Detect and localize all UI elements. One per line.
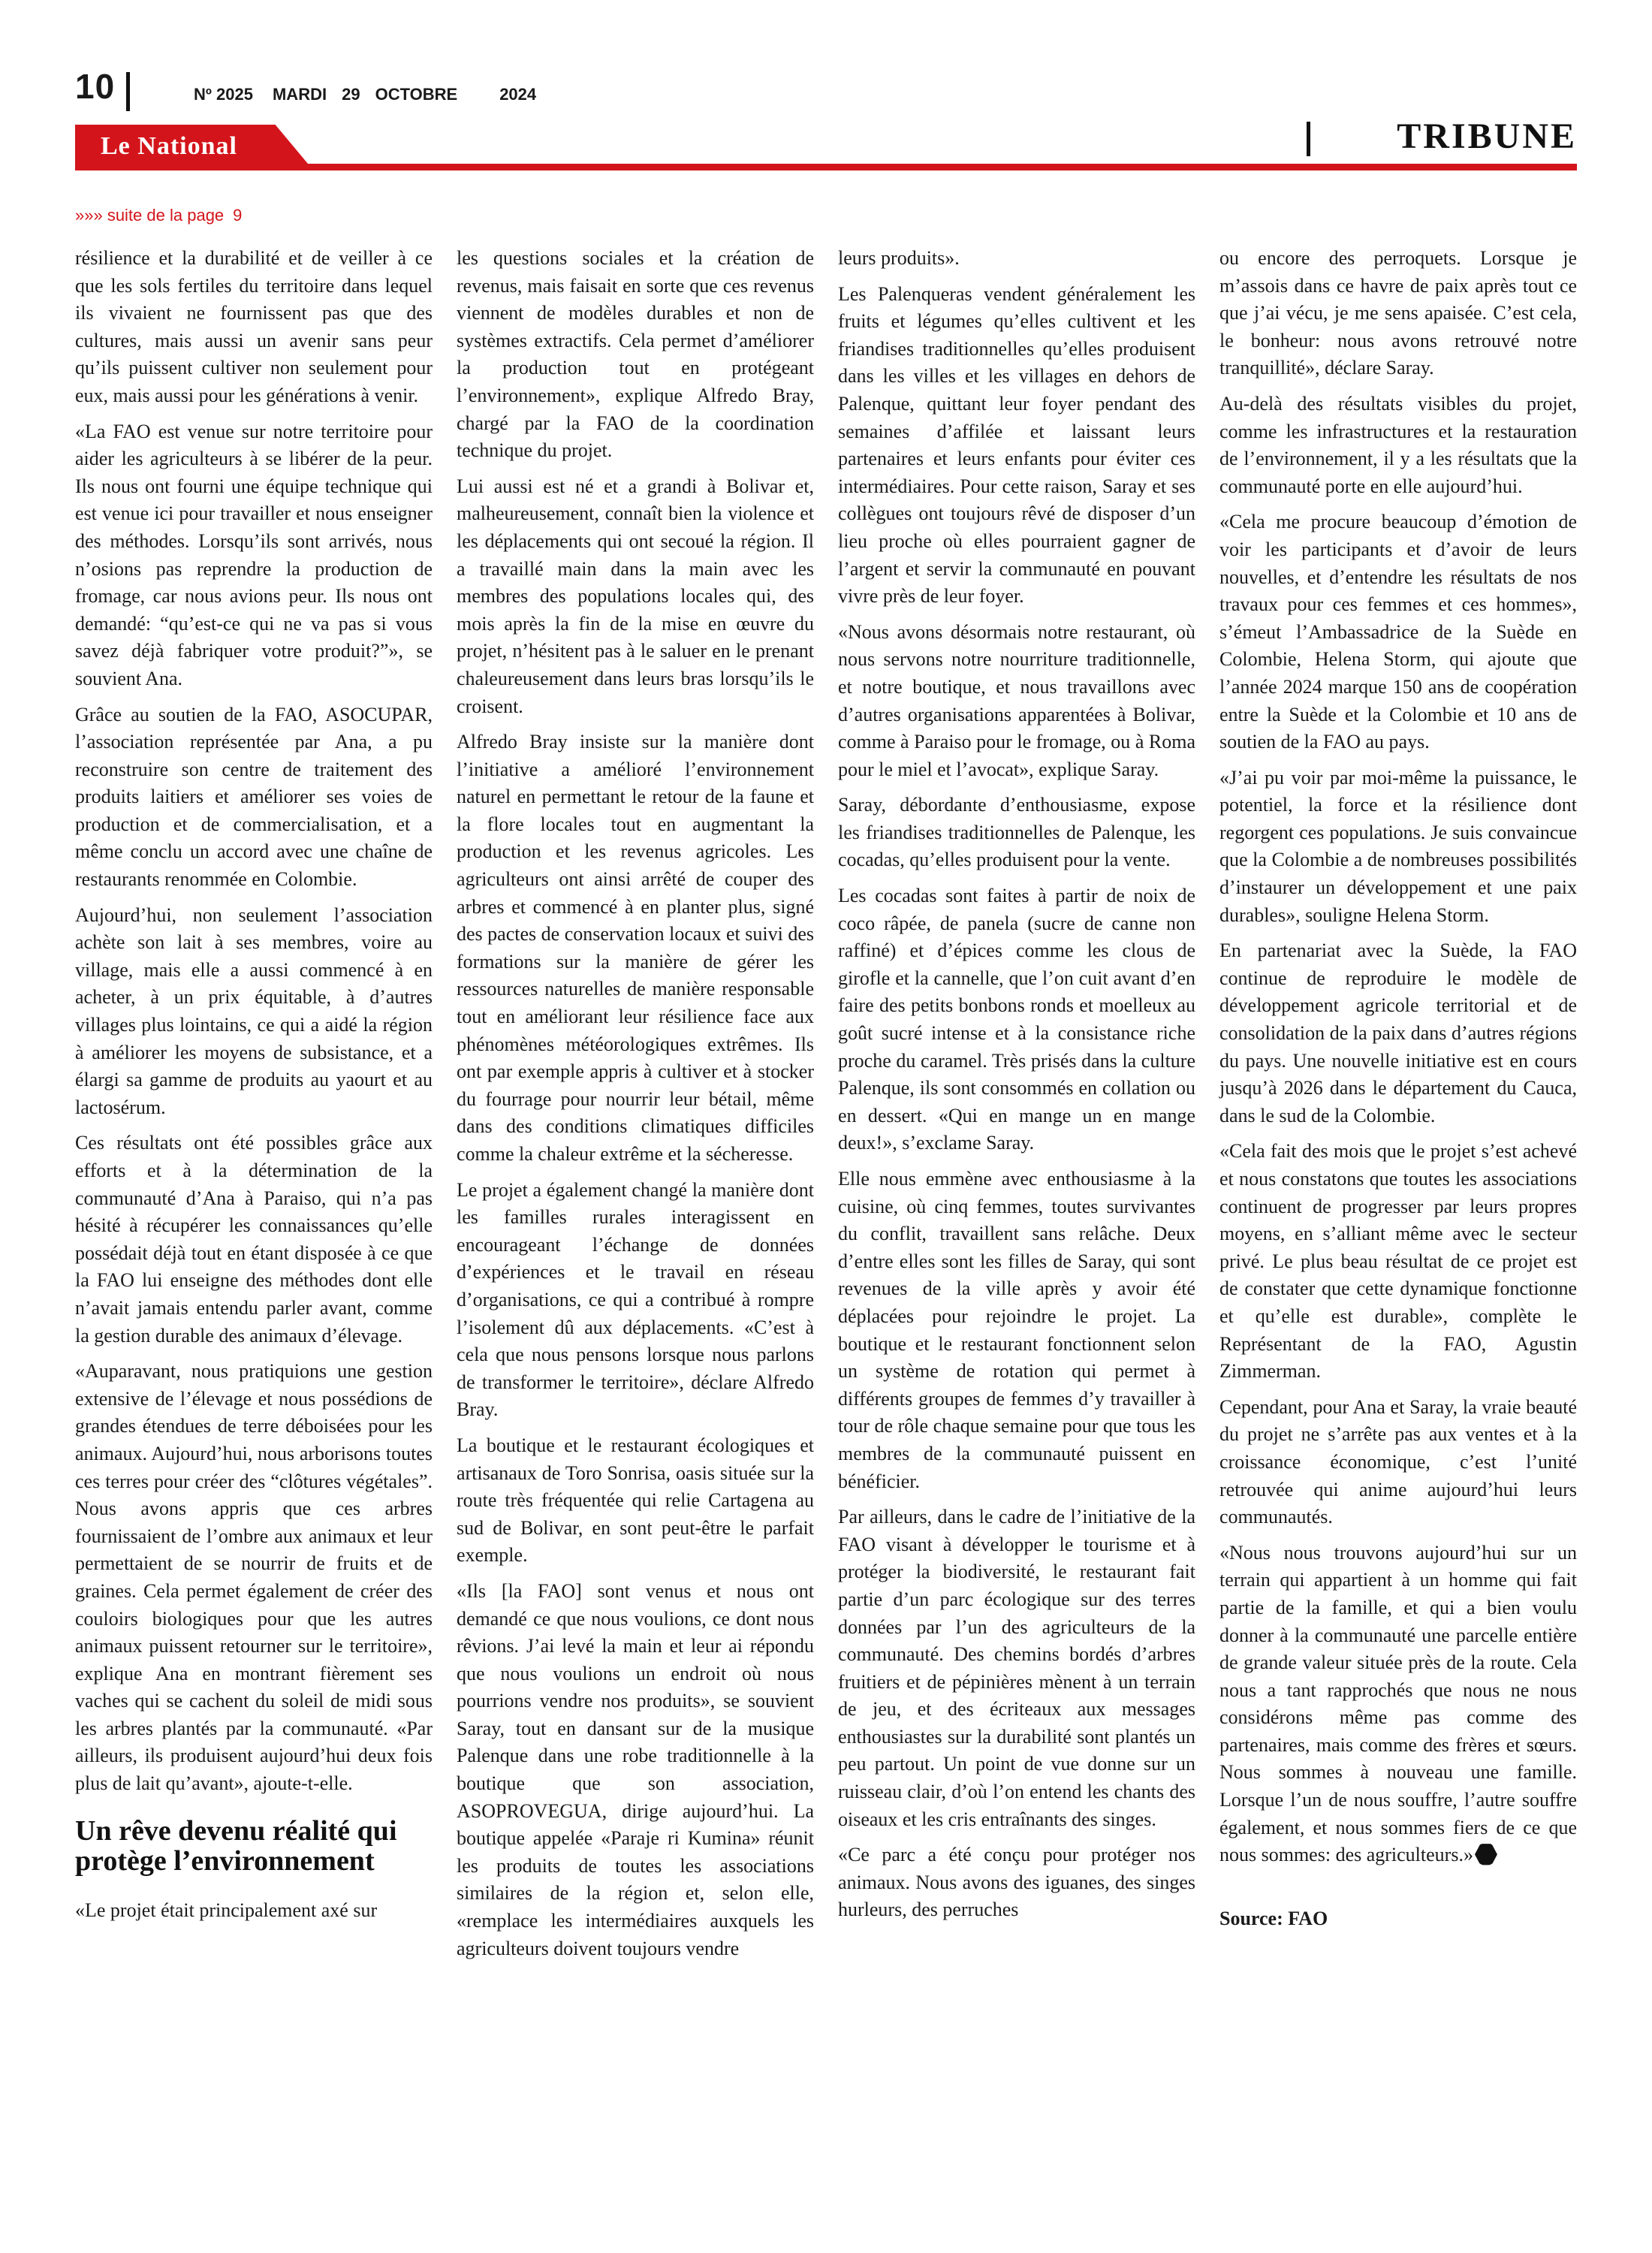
section-divider — [1307, 122, 1310, 156]
paragraph: «Nous avons désormais notre restaurant, où nous servons notre nourriture traditionnelle, et notre boutique, et nous travaillons avec d’autres organisations apparentées à Bolivar, comme à Paraiso pour le fromage, ou à Roma pour le miel et l’avocat», explique Saray. — [838, 620, 1195, 780]
issue-month: OCTOBRE — [375, 85, 458, 104]
paragraph: Au-delà des résultats visibles du projet, comme les infrastructures et la restauration de l’environnement, il y a les résultats que la communauté porte en elle aujourd’hui. — [1219, 392, 1577, 497]
paragraph: résilience et la durabilité et de veiller à ce que les sols fertiles du territoire dans lequel ils vivaient ne fournissent pas que des cultures, mais aussi un avenir sans peur qu’ils puissent cultiver non seulement pour eux, mais aussi pour les générations à venir. — [75, 247, 433, 406]
paragraph: ou encore des perroquets. Lorsque je m’assois dans ce havre de paix après tout ce que j’ai vécu, je me sens apaisée. C’est cela, le bonheur: nous avons retrouvé notre tranquillité», déclare Saray. — [1219, 247, 1577, 379]
paragraph: les questions sociales et la création de revenus, mais faisait en sorte que ces revenus viennent de modèles durables et non de systèmes extractifs. Cela permet d’améliorer la production tout en protégeant l’environnement», explique Alfredo Bray, chargé par la FAO de la coordination technique du projet. — [457, 247, 814, 462]
end-of-article-icon — [1475, 1843, 1497, 1865]
paragraph: Grâce au soutien de la FAO, ASOCUPAR, l’association représentée par Ana, a pu reconstruire son centre de traitement des produits laitiers et améliorer ses voies de production et de commercialisation, et a même conclu un accord avec une chaîne de restaurants renommée en Colombie. — [75, 703, 433, 891]
subheadline: Un rêve devenu réalité qui protège l’environnement — [75, 1814, 397, 1877]
article-column-4 — [1219, 245, 1577, 1932]
paragraph: «La FAO est venue sur notre territoire pour aider les agriculteurs à se libérer de la peur. Ils nous ont fourni une équipe technique qui est venue ici pour travailler et nous enseigner des méthodes. Lorsqu’ils sont arrivés, nous n’osions pas reprendre la production de fromage, car nous avions peur. Ils nous ont demandé: “qu’est-ce qui ne va pas si vous savez déjà fabriquer votre produit?”», se souvient Ana. — [75, 420, 433, 689]
issue-day: 29 — [342, 85, 360, 104]
continued-from — [75, 206, 242, 225]
issue-year: 2024 — [499, 85, 537, 104]
issue-meta — [194, 86, 536, 104]
final-paragraph-text: «Nous nous trouvons aujourd’hui sur un terrain qui appartient à un homme qui fait partie de la famille, et qui a bien voulu donner à la communauté une parcelle entière de grande valeur située près de la route. Cela nous a tant rapprochés que nous ne nous considérons même pas comme des partenaires, mais comme des frères et sœurs. Nous sommes à nouveau une famille. Lorsque l’un de nous souffre, l’autre souffre également, et nous sommes fiers de ce que nous sommes: des agriculteurs.» — [1219, 1541, 1577, 1866]
page-number: 10 — [75, 67, 116, 106]
paragraph: Ces résultats ont été possibles grâce aux efforts et à la détermination de la communauté d’Ana à Paraiso, qui n’a pas hésité à récupérer les connaissances qu’elle possédait déjà tout en étant disposée à ce que la FAO lui enseigne des méthodes dont elle n’avait jamais entendu parler avant, comme la gestion durable des animaux d’élevage. — [75, 1132, 433, 1347]
header-rule — [75, 164, 1577, 170]
paragraph: Les Palenqueras vendent généralement les fruits et légumes qu’elles cultivent et les friandises traditionnelles qu’elles produisent dans les villes et les villages en dehors de Palenque, quittant leur foyer pendant des semaines d’affilée et laissant leurs partenaires et leurs enfants pour éviter ces intermédiaires. Pour cette raison, Saray et ses collègues ont toujours rêvé de disposer d’un lieu proche où elles pourraient gagner de l’argent et servir la communauté en pouvant vivre près de leur foyer. — [838, 282, 1195, 608]
paragraph: Les cocadas sont faites à partir de noix de coco râpée, de panela (sucre de canne non raffiné) et d’épices comme les clous de girofle et la cannelle, que l’on cuit avant d’en faire des petits bonbons ronds et moelleux au goût sucré intense et à la consistance riche proche du caramel. Très prisés dans la culture Palenque, ils sont consommés en collation ou en dessert. «Qui en mange un en mange deux!», s’exclame Saray. — [838, 885, 1195, 1154]
paragraph: «Le projet était principalement axé sur — [75, 1899, 378, 1921]
continued-label: »»» suite de la page — [75, 206, 225, 225]
paragraph: leurs produits». — [838, 247, 960, 269]
page-number-divider — [126, 72, 130, 111]
paragraph: «J’ai pu voir par moi-même la puissance, le potentiel, la force et la résilience dont regorgent ces populations. Je suis convaincue que la Colombie a de nombreuses possibilités d’instaurer un développement et une paix durables», souligne Helena Storm. — [1219, 766, 1577, 926]
paragraph: Elle nous emmène avec enthousiasme à la cuisine, où cinq femmes, toutes survivantes du conflit, travaillent sans relâche. Deux d’entre elles sont les filles de Saray, qui sont revenues de la ville après y avoir été déplacées pour rejoindre le projet. La boutique et le restaurant fonctionnent selon un système de rotation qui permet à différents groupes de femmes d’y travailler à tour de rôle chaque semaine pour que tous les membres de la communauté puissent en bénéficier. — [838, 1168, 1195, 1492]
brand-logo: Le National — [101, 132, 237, 160]
paragraph: Cependant, pour Ana et Saray, la vraie beauté du projet ne s’arrête pas aux ventes et à la croissance économique, c’est l’unité retrouvée qui anime aujourd’hui leurs communautés. — [1219, 1395, 1577, 1528]
article-column-2 — [457, 245, 814, 1971]
paragraph: «Ce parc a été conçu pour protéger nos animaux. Nous avons des iguanes, des singes hurleurs, des perruches — [838, 1844, 1195, 1921]
paragraph: «Cela fait des mois que le projet s’est achevé et nous constatons que toutes les associations continuent de progresser par leurs propres moyens, en s’alliant même avec le secteur privé. Le plus beau résultat de ce projet est de constater que cette dynamique fonctionne et qu’elle est durable», complète le Représentant de la FAO, Agustin Zimmerman. — [1219, 1140, 1577, 1383]
issue-date — [273, 86, 457, 104]
article-column-1 — [75, 245, 433, 1932]
paragraph: «Auparavant, nous pratiquions une gestion extensive de l’élevage et nous possédions de grandes étendues de terre déboisées pour les animaux. Aujourd’hui, nous arborisons toutes ces terres pour créer des “clôtures végétales”. Nous avons appris que ces arbres fournissaient de l’ombre aux animaux et leur permettaient de se nourrir de fruits et de graines. Cela permet également de créer des couloirs biologiques pour que les autres animaux puissent retourner sur le territoire», explique Ana en montrant fièrement ses vaches qui se cachent du soleil de midi sous les arbres plantés par la communauté. «Par ailleurs, ils produisent aujourd’hui deux fois plus de lait qu’avant», ajoute-t-elle. — [75, 1360, 433, 1795]
paragraph: «Cela me procure beaucoup d’émotion de voir les participants et d’avoir de leurs nouvelles, et d’entendre les résultats de nos travaux pour ces femmes et ces hommes», s’émeut l’Ambassadrice de la Suède en Colombie, Helena Storm, qui ajoute que l’année 2024 marque 150 ans de coopération entre la Suède et la Colombie et 10 ans de soutien de la FAO au pays. — [1219, 511, 1577, 753]
article-source: Source: FAO — [1219, 1907, 1328, 1929]
continued-page: 9 — [233, 206, 243, 225]
issue-number: Nº 2025 — [194, 85, 253, 104]
issue-weekday: MARDI — [272, 85, 327, 104]
paragraph: Alfredo Bray insiste sur la manière dont l’initiative a amélioré l’environnement naturel en permettant le retour de la faune et la flore locales tout en augmentant la production et les revenus agricoles. Les agriculteurs ont ainsi arrêté de couper des arbres et commencé à en planter plus, signé des pactes de conservation locaux et suivi des formations sur la manière de gérer les ressources naturelles de manière responsable tout en améliorant leur résilience face aux phénomènes météorologiques extrêmes. Ils ont par exemple appris à cultiver et à stocker du fourrage pour nourrir leur bétail, même dans des conditions climatiques difficiles comme la chaleur extrême et la sécheresse. — [457, 731, 814, 1165]
paragraph: Par ailleurs, dans le cadre de l’initiative de la FAO visant à développer le tourisme et à protéger la biodiversité, le restaurant fait partie d’un parc écologique sur des terres données par l’un des agriculteurs de la communauté. Des chemins bordés d’arbres fruitiers et de pépinières mènent à un terrain de jeu, et des écriteaux aux messages enthousiastes sur la durabilité sont plantés un peu partout. Un point de vue donne sur un ruisseau clair, d’où l’on entend les chants des oiseaux et les cris entraînants des singes. — [838, 1506, 1195, 1830]
paragraph: Aujourd’hui, non seulement l’association achète son lait à ses membres, voire au village, mais elle a aussi commencé à en acheter, à un prix équitable, à d’autres villages plus lointains, ce qui a aidé la région à améliorer les moyens de subsistance, et a élargi sa gamme de produits au yaourt et au lactosérum. — [75, 903, 433, 1118]
paragraph: En partenariat avec la Suède, la FAO continue de reproduire le modèle de développement agricole territorial et de consolidation de la paix dans d’autres régions du pays. Une nouvelle initiative est en cours jusqu’à 2026 dans le département du Cauca, dans le sud de la Colombie. — [1219, 940, 1577, 1126]
paragraph: «Ils [la FAO] sont venus et nous ont demandé ce que nous voulions, ce dont nous rêvions. J’ai levé la main et leur ai répondu que nous voulions un endroit où nous pourrions vendre nos produits», se souvient Saray, tout en dansant sur de la musique Palenque dans une robe traditionnelle à la boutique que son association, ASOPROVEGUA, dirige aujourd’hui. La boutique appelée «Paraje ri Kumina» réunit les produits de toutes les associations similaires de la région et, selon elle, «remplace les intermédiaires auxquels les agriculteurs doivent toujours vendre — [457, 1579, 814, 1959]
paragraph — [1219, 1540, 1577, 1869]
paragraph: Le projet a également changé la manière dont les familles rurales interagissent en encourageant l’échange de données d’expériences et le travail en réseau d’organisations, ce qui a contribué à rompre l’isolement dû aux déplacements. «C’est à cela que nous pensons lorsque nous parlons de transformer le territoire», déclare Alfredo Bray. — [457, 1178, 814, 1421]
paragraph: Saray, débordante d’enthousiasme, expose les friandises traditionnelles de Palenque, les cocadas, qu’elles produisent pour la vente. — [838, 794, 1195, 871]
paragraph: La boutique et le restaurant écologiques et artisanaux de Toro Sonrisa, oasis située sur la route très fréquentée qui relie Cartagena au sud de Bolivar, en sont peut-être le parfait exemple. — [457, 1434, 814, 1567]
section-title: TRIBUNE — [1397, 116, 1577, 156]
paragraph: Lui aussi est né et a grandi à Bolivar et, malheureusement, connaît bien la violence et les déplacements qui ont secoué la région. Il a travaillé main dans la main avec les membres des populations locales qui, des mois après la fin de la mise en œuvre du projet, n’hésitent pas à le saluer en le prenant chaleureusement dans leurs bras lorsqu’ils le croisent. — [457, 475, 814, 717]
article-column-3 — [838, 245, 1195, 1932]
